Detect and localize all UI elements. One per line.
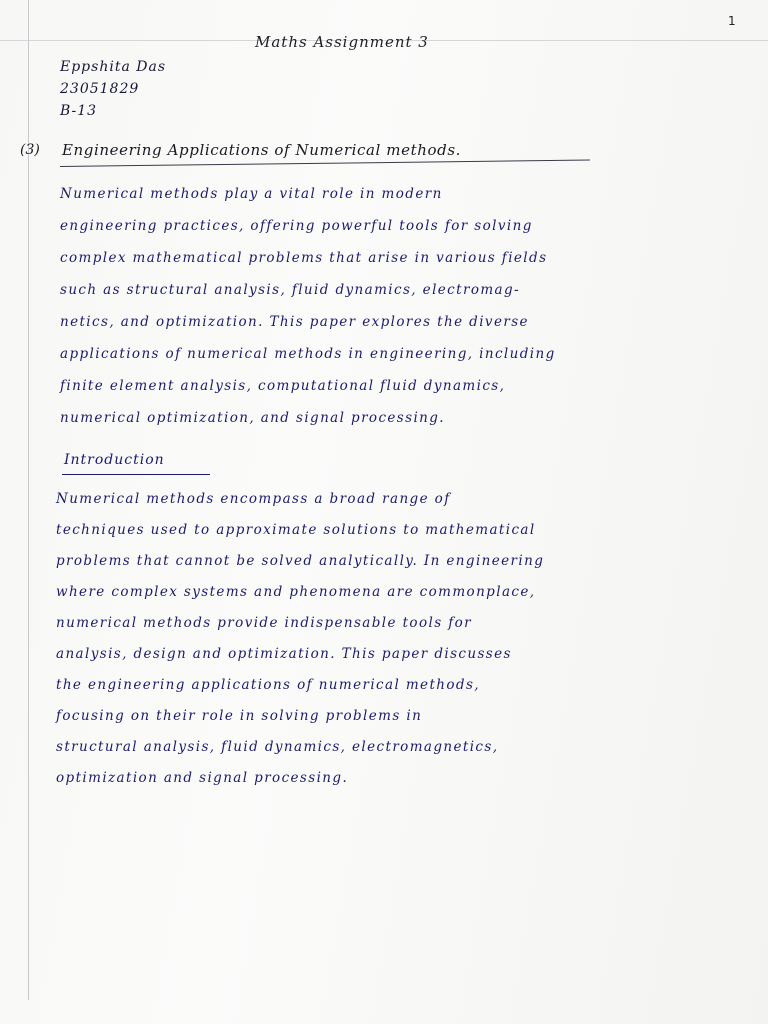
abstract-line: finite element analysis, computational fluid dynamics, [60, 378, 506, 394]
introduction-line: structural analysis, fluid dynamics, electromagnetics, [56, 739, 499, 755]
abstract-paragraph [60, 178, 556, 434]
assignment-title: Maths Assignment 3 [255, 33, 429, 51]
abstract-line: Numerical methods play a vital role in modern [60, 186, 443, 202]
introduction-line: numerical methods provide indispensable tools for [56, 615, 472, 631]
introduction-heading: Introduction [64, 452, 165, 468]
introduction-underline [62, 474, 210, 475]
question-number: (3) [20, 142, 40, 158]
abstract-line: engineering practices, offering powerful tools for solving [60, 218, 533, 234]
page-number: 1 [728, 14, 736, 28]
student-roll: 23051829 [60, 81, 140, 97]
abstract-line: complex mathematical problems that arise in various fields [60, 250, 548, 266]
student-section: B-13 [60, 103, 98, 119]
introduction-line: Numerical methods encompass a broad range of [56, 491, 451, 507]
student-name: Eppshita Das [60, 59, 167, 75]
heading-underline [60, 160, 590, 167]
introduction-line: focusing on their role in solving problems in [56, 708, 423, 724]
introduction-line: the engineering applications of numerical methods, [56, 677, 480, 693]
introduction-line: problems that cannot be solved analytically. In engineering [56, 553, 545, 569]
abstract-line: numerical optimization, and signal processing. [60, 410, 445, 426]
introduction-line: analysis, design and optimization. This paper discusses [56, 646, 512, 662]
introduction-line: techniques used to approximate solutions to mathematical [56, 522, 536, 538]
abstract-line: such as structural analysis, fluid dynamics, electromag- [60, 282, 520, 298]
introduction-line: optimization and signal processing. [56, 770, 349, 786]
abstract-line: netics, and optimization. This paper explores the diverse [60, 314, 529, 330]
introduction-paragraph [56, 484, 544, 794]
student-info [60, 56, 166, 122]
introduction-line: where complex systems and phenomena are commonplace, [56, 584, 536, 600]
abstract-line: applications of numerical methods in engineering, including [60, 346, 556, 362]
section-heading: Engineering Applications of Numerical methods. [62, 141, 461, 159]
